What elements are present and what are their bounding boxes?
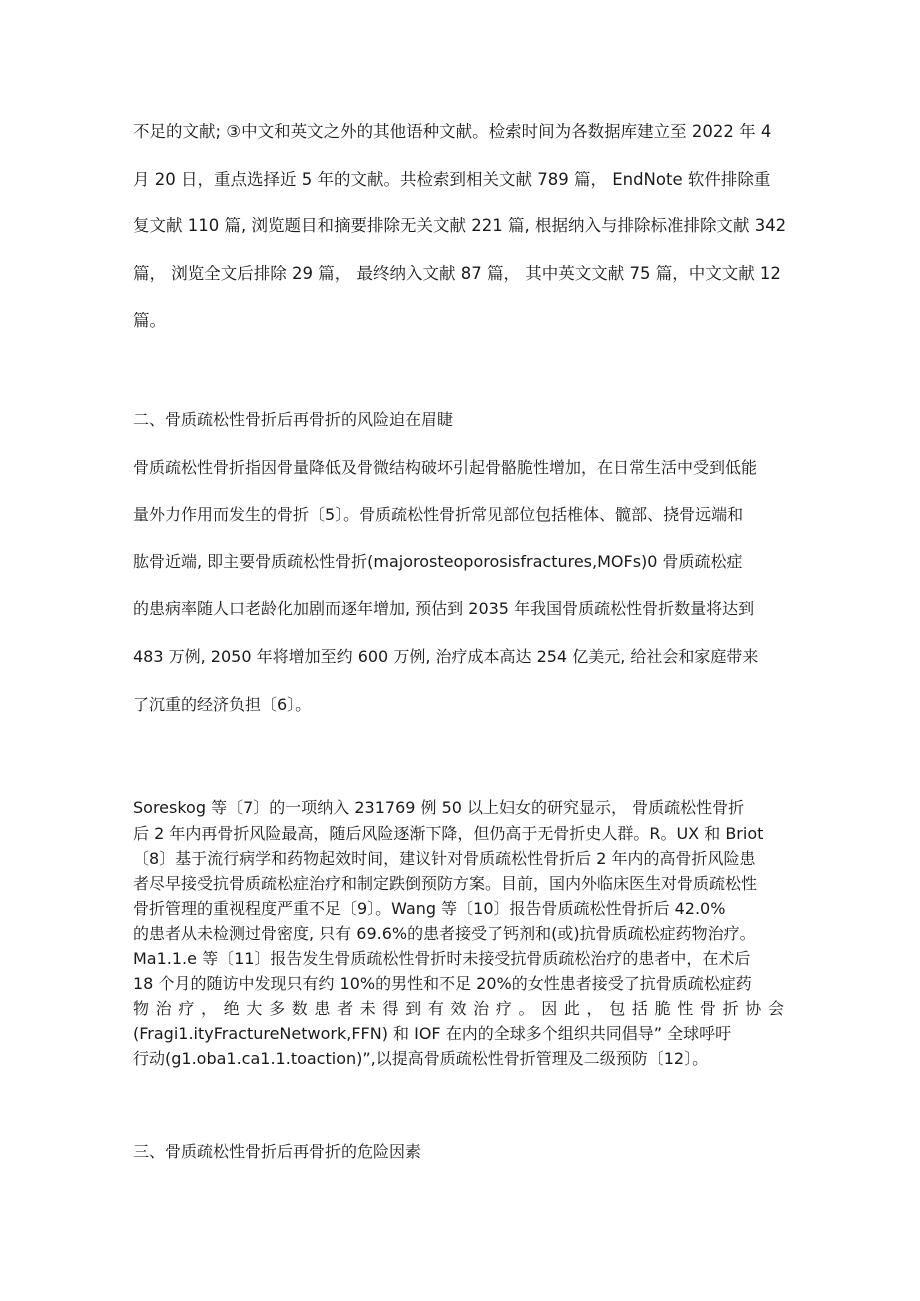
text-line: 后 2 年内再骨折风险最高，随后风险逐渐下降，但仍高于无骨折史人群。R。UX 和 Briot	[133, 824, 764, 843]
text-line: 者尽早接受抗骨质疏松症治疗和制定跌倒预防方案。目前，国内外临床医生对骨质疏松性	[133, 874, 758, 893]
text-line: 18 个月的随访中发现只有约 10%的男性和不足 20%的女性患者接受了抗骨质疏松症药	[133, 974, 752, 993]
text-line: 骨折管理的重视程度严重不足〔9〕。Wang 等〔10〕报告骨质疏松性骨折后 42.0%	[133, 899, 726, 918]
text-line: 的患病率随人口老龄化加剧而逐年增加, 预估到 2035 年我国骨质疏松性骨折数量将达到	[133, 599, 755, 618]
text-line: 了沉重的经济负担〔6〕。	[133, 695, 312, 714]
text-line: 肱骨近端, 即主要骨质疏松性骨折(majorosteoporosisfractures,MOFs)0 骨质疏松症	[133, 552, 743, 571]
text-line: 骨质疏松性骨折指因骨量降低及骨微结构破坏引起骨骼脆性增加，在日常生活中受到低能	[133, 458, 758, 477]
text-line: 行动(g1.oba1.ca1.1.toaction)”,以提高骨质疏松性骨折管理及二级预防〔12〕。	[133, 1049, 709, 1068]
text-line: 〔8〕基于流行病学和药物起效时间，建议针对骨质疏松性骨折后 2 年内的高骨折风险患	[133, 849, 756, 868]
section-heading-3: 三、骨质疏松性骨折后再骨折的危险因素	[133, 1142, 422, 1161]
text-line: 月 20 日，重点选择近 5 年的文献。共检索到相关文献 789 篇， EndNote 软件排除重	[133, 170, 771, 189]
text-line: 篇， 浏览全文后排除 29 篇， 最终纳入文献 87 篇， 其中英文文献 75 篇，中文文献 12	[133, 264, 781, 283]
text-line: 的患者从未检测过骨密度, 只有 69.6%的患者接受了钙剂和(或)抗骨质疏松症药物治疗。	[133, 924, 756, 943]
text-line: 不足的文献; ③中文和英文之外的其他语种文献。检索时间为各数据库建立至 2022 年 4	[133, 122, 772, 141]
text-line: 篇。	[133, 311, 166, 330]
text-line: Soreskog 等〔7〕的一项纳入 231769 例 50 以上妇女的研究显示， 骨质疏松性骨折	[133, 798, 745, 817]
text-line: (Fragi1.ityFractureNetwork,FFN) 和 IOF 在内的全球多个组织共同倡导” 全球呼吁	[133, 1024, 732, 1043]
section-heading-2: 二、骨质疏松性骨折后再骨折的风险迫在眉睫	[133, 410, 454, 429]
text-line: 物治疗，绝大多数患者未得到有效治疗。因此，包括脆性骨折协会	[133, 999, 788, 1018]
text-line: 量外力作用而发生的骨折〔5〕。骨质疏松性骨折常见部位包括椎体、髋部、挠骨远端和	[133, 505, 744, 524]
text-line: Ma1.1.e 等〔11〕报告发生骨质疏松性骨折时未接受抗骨质疏松治疗的患者中，在术后	[133, 949, 751, 968]
text-line: 复文献 110 篇, 浏览题目和摘要排除无关文献 221 篇, 根据纳入与排除标准排除文献 342	[133, 216, 787, 235]
text-line: 483 万例, 2050 年将增加至约 600 万例, 治疗成本高达 254 亿美元, 给社会和家庭带来	[133, 647, 759, 666]
